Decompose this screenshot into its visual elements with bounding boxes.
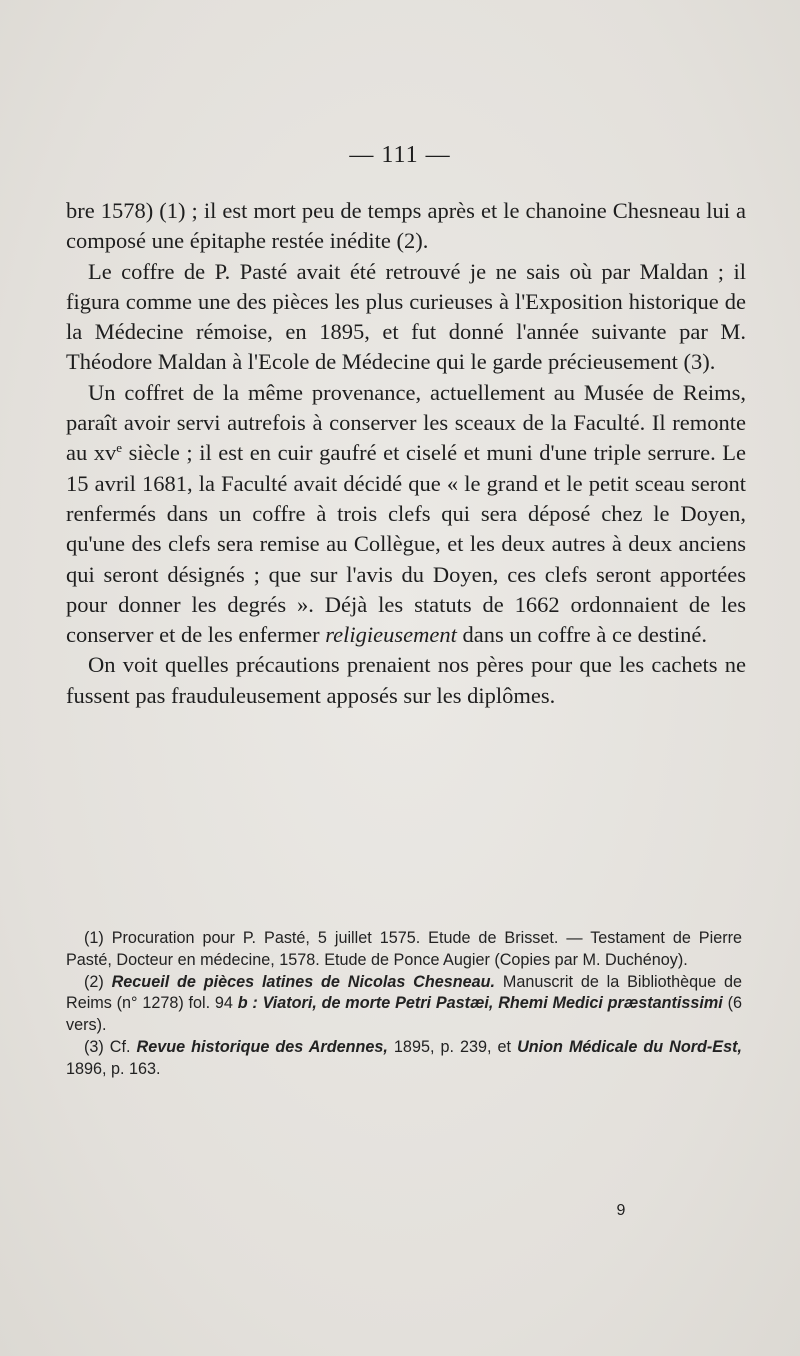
footnote-3-part-a: (3) Cf. bbox=[84, 1037, 137, 1056]
paragraph-3-part-a: Un coffret de la même provenance, actuellement au Musée de Reims, paraît avoir servi autrefois à conserver les sceaux de la Faculté. Il remonte au xv bbox=[66, 379, 746, 466]
footnote-2-part-c: (6 vers). bbox=[66, 994, 742, 1035]
footnote-2-latin-title: b : Viatori, de morte Petri Pastæi, Rhemi Medici præstantissimi bbox=[237, 994, 723, 1013]
page-number: — 111 — bbox=[349, 142, 451, 168]
paragraph-3-part-c: dans un coffre à ce destiné. bbox=[456, 622, 707, 648]
footnote-3-part-c: 1896, p. 163. bbox=[66, 1059, 161, 1078]
emphasis-religieusement: religieusement bbox=[325, 622, 457, 648]
signature-mark: 9 bbox=[616, 1202, 626, 1219]
main-text bbox=[66, 196, 746, 711]
footnote-3-journal-2: Union Médicale du Nord-Est, bbox=[517, 1037, 742, 1056]
footnote-1: (1) Procuration pour P. Pasté, 5 juillet 1575. Etude de Brisset. — Testament de Pierre Pasté, Docteur en médecine, 1578. Etude de Ponce Augier (Copies par M. Duchénoy). bbox=[66, 929, 742, 969]
paragraph-1: bre 1578) (1) ; il est mort peu de temps après et le chanoine Chesneau lui a composé une épitaphe restée inédite (2). bbox=[66, 198, 746, 254]
footnote-3-part-b: 1895, p. 239, et bbox=[387, 1037, 518, 1056]
footnote-3-journal-1: Revue historique des Ardennes, bbox=[136, 1037, 388, 1056]
footnote-2 bbox=[66, 972, 742, 1037]
paragraph-2: Le coffre de P. Pasté avait été retrouvé je ne sais où par Maldan ; il figura comme une des pièces les plus curieuses à l'Exposition historique de la Médecine rémoise, en 1895, et fut donné l'année suivante par M. Théodore Maldan à l'Ecole de Médecine qui le garde précieusement (3). bbox=[66, 258, 746, 375]
footnotes bbox=[66, 928, 742, 1081]
paragraph-3-part-b: siècle ; il est en cuir gaufré et ciselé et muni d'une triple serrure. Le 15 avril 1681, la Faculté avait décidé que « le grand et le petit sceau seront renfermés dans un coffre à trois clefs qui sera déposé chez le Doyen, qu'une des clefs sera remise au Collègue, et les deux autres à deux anciens qui seront désignés ; que sur l'avis du Doyen, ces clefs seront apportées pour donner les degrés ». Déjà les statuts de 1662 ordonnaient de les conserver et de les enfermer bbox=[66, 440, 746, 648]
paragraph-4: On voit quelles précautions prenaient nos pères pour que les cachets ne fussent pas frauduleusement apposés sur les diplômes. bbox=[66, 652, 746, 708]
century-superscript: e bbox=[116, 440, 123, 456]
footnote-2-title: Recueil de pièces latines de Nicolas Chesneau. bbox=[111, 972, 496, 991]
paragraph-3 bbox=[66, 378, 746, 651]
footnote-2-part-b: Manuscrit de la Bibliothèque de Reims (n° 1278) fol. 94 bbox=[66, 972, 742, 1013]
footnote-2-part-a: (2) bbox=[84, 972, 112, 991]
footnote-3 bbox=[66, 1037, 742, 1081]
